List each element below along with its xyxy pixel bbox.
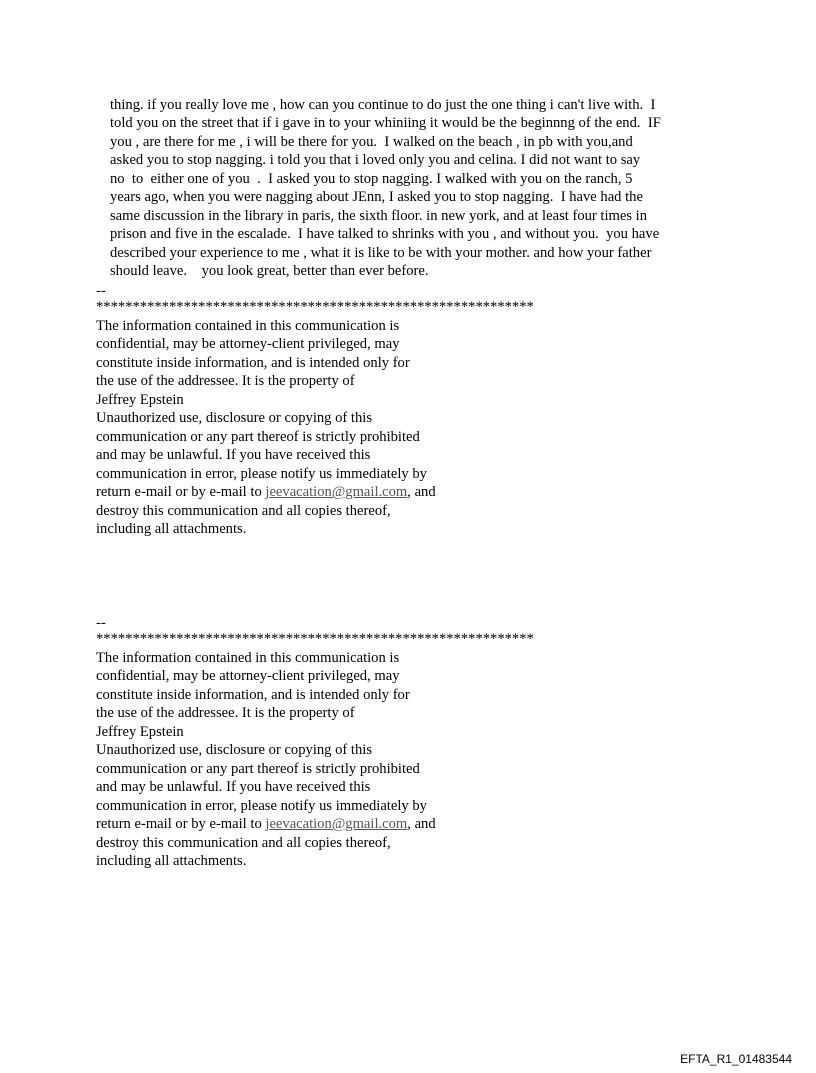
- disclaimer-line: destroy this communication and all copies thereof,: [96, 503, 391, 519]
- disclaimer-line: constitute inside information, and is intended only for: [96, 355, 410, 371]
- quoted-line: you , are there for me , i will be there for you. I walked on the beach , in pb with you,and: [110, 134, 633, 150]
- disclaimer-owner: Jeffrey Epstein: [96, 392, 184, 408]
- disclaimer-line: constitute inside information, and is intended only for: [96, 687, 410, 703]
- quoted-line: prison and five in the escalade. I have talked to shrinks with you , and without you. you have: [110, 226, 660, 242]
- email-link[interactable]: jeevacation@gmail.com: [265, 484, 408, 500]
- disclaimer-line: The information contained in this communication is: [96, 318, 400, 334]
- email-suffix: , and: [407, 816, 436, 832]
- quoted-line: years ago, when you were nagging about JEnn, I asked you to stop nagging. I have had the: [110, 189, 643, 205]
- disclaimer-line: the use of the addressee. It is the property of: [96, 373, 355, 389]
- disclaimer-line: including all attachments.: [96, 521, 247, 537]
- separator-dash: --: [96, 283, 106, 299]
- disclaimer-line: communication or any part thereof is strictly prohibited: [96, 761, 420, 777]
- quoted-line: told you on the street that if i gave in to your whiniing it would be the beginnng of the end. IF: [110, 115, 661, 131]
- disclaimer-line: communication or any part thereof is strictly prohibited: [96, 429, 420, 445]
- disclaimer-line: The information contained in this communication is: [96, 650, 400, 666]
- disclaimer-email-line: [96, 483, 436, 502]
- disclaimer-line: and may be unlawful. If you have received this: [96, 779, 371, 795]
- disclaimer-line: destroy this communication and all copies thereof,: [96, 835, 391, 851]
- disclaimer-owner: Jeffrey Epstein: [96, 724, 184, 740]
- email-prefix: return e-mail or by e-mail to: [96, 484, 266, 500]
- quoted-line: should leave. you look great, better than ever before.: [110, 263, 429, 279]
- disclaimer-line: communication in error, please notify us immediately by: [96, 466, 427, 482]
- separator-dash: --: [96, 615, 106, 631]
- disclaimer-line: communication in error, please notify us immediately by: [96, 798, 427, 814]
- document-id-stamp: EFTA_R1_01483544: [680, 1052, 792, 1066]
- quoted-line: thing. if you really love me , how can you continue to do just the one thing i can't live with. I: [110, 97, 656, 113]
- disclaimer-email-line: [96, 815, 436, 834]
- quoted-line: no to either one of you . I asked you to stop nagging. I walked with you on the ranch, 5: [110, 171, 633, 187]
- separator-stars: ************************************************************: [96, 299, 534, 315]
- email-suffix: , and: [407, 484, 436, 500]
- quoted-line: asked you to stop nagging. i told you that i loved only you and celina. I did not want to say: [110, 152, 641, 168]
- disclaimer-line: Unauthorized use, disclosure or copying of this: [96, 410, 373, 426]
- email-prefix: return e-mail or by e-mail to: [96, 816, 266, 832]
- quoted-line: described your experience to me , what it is like to be with your mother. and how your father: [110, 245, 652, 261]
- disclaimer-line: including all attachments.: [96, 853, 247, 869]
- disclaimer-line: the use of the addressee. It is the property of: [96, 705, 355, 721]
- disclaimer-line: and may be unlawful. If you have received this: [96, 447, 371, 463]
- disclaimer-line: Unauthorized use, disclosure or copying of this: [96, 742, 373, 758]
- disclaimer-line: confidential, may be attorney-client privileged, may: [96, 336, 400, 352]
- quoted-line: same discussion in the library in paris, the sixth floor. in new york, and at least four times in: [110, 208, 648, 224]
- email-link[interactable]: jeevacation@gmail.com: [265, 816, 408, 832]
- disclaimer-line: confidential, may be attorney-client privileged, may: [96, 668, 400, 684]
- separator-stars: ************************************************************: [96, 631, 534, 647]
